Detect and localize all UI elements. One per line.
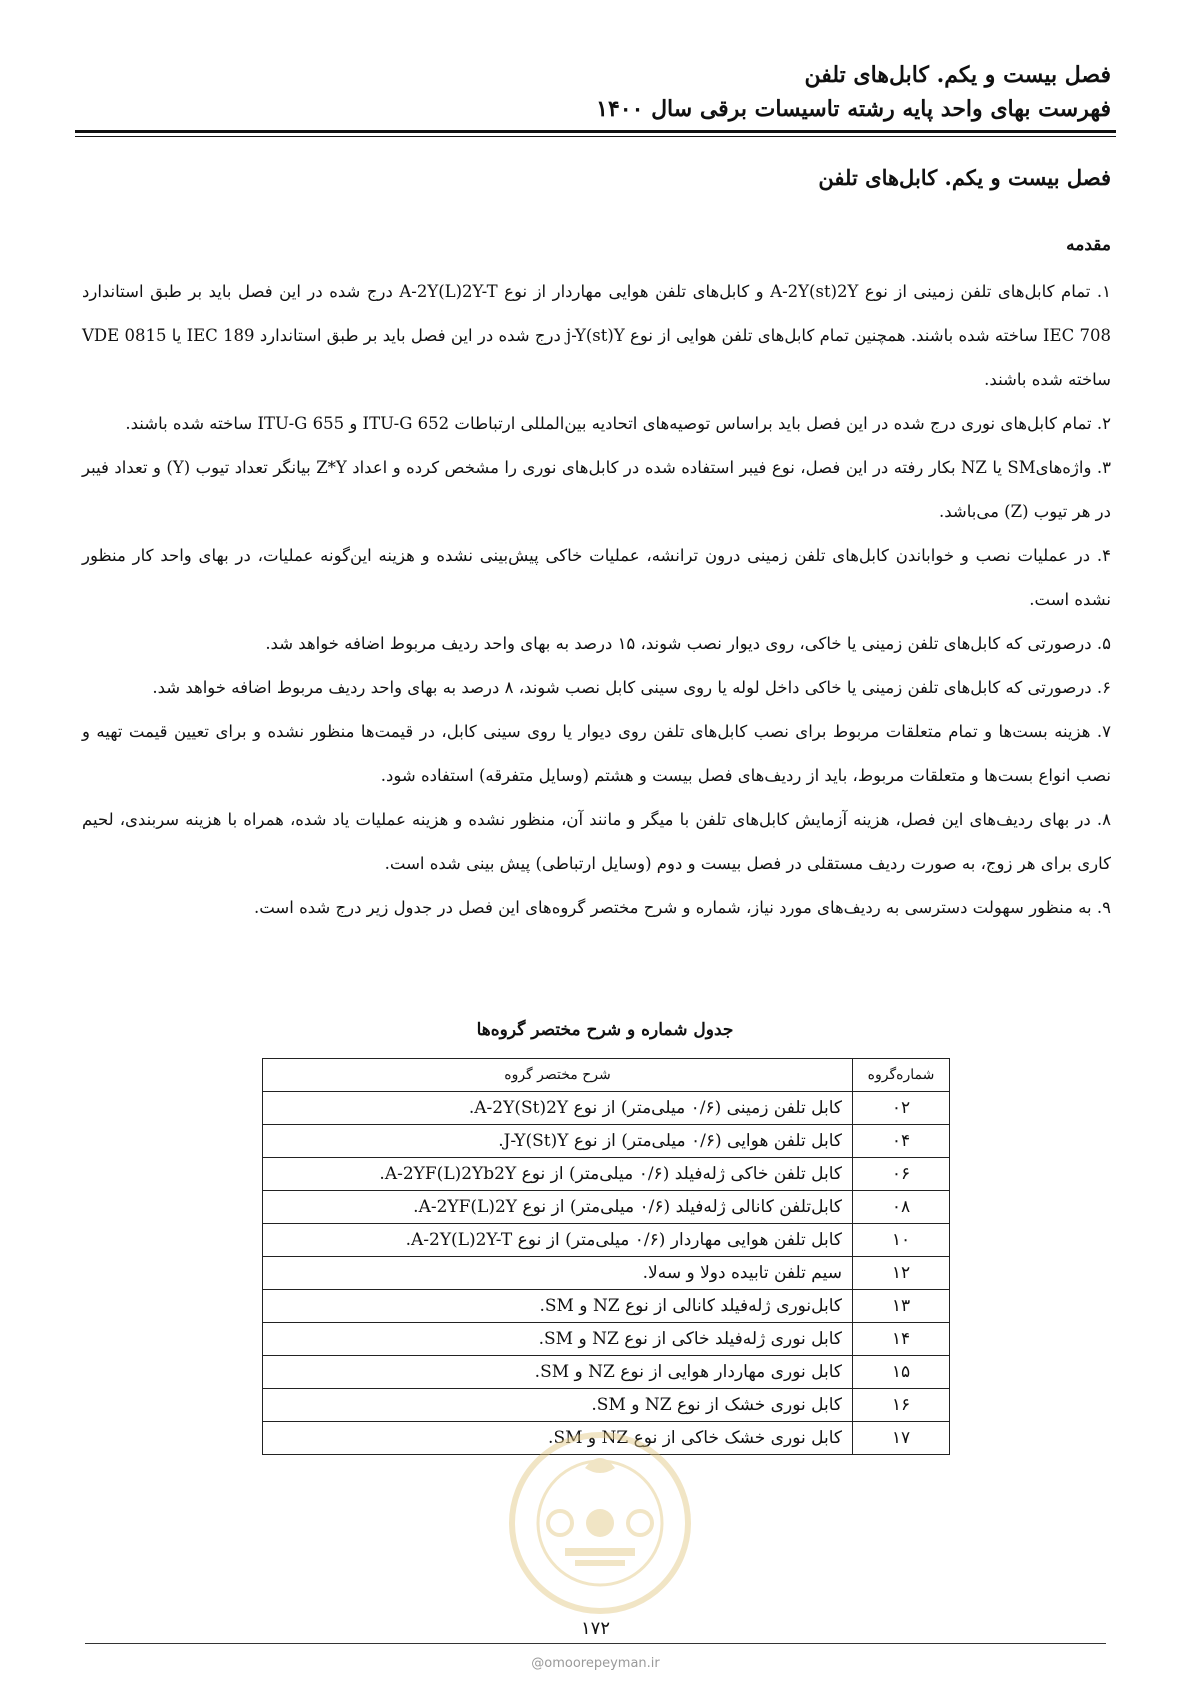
paragraph: ۹. به منظور سهولت دسترسی به ردیف‌های مورد نیاز، شماره و شرح مختصر گروه‌های این فصل در جدول زیر درج شده است. xyxy=(253,898,1111,917)
group-description: کابل تلفن هوایی مهاردار (۰/۶ میلی‌متر) از نوع A-2Y(L)2Y-T. xyxy=(263,1224,853,1257)
column-header-description: شرح مختصر گروه xyxy=(263,1059,853,1092)
header-rule-thick xyxy=(75,130,1116,133)
header-chapter-title: فصل بیست و یکم. کابل‌های تلفن xyxy=(804,62,1111,88)
table-row xyxy=(263,1158,950,1191)
group-description: کابل‌تلفن کانالی ژله‌فیلد (۰/۶ میلی‌متر) از نوع A-2YF(L)2Y. xyxy=(263,1191,853,1224)
page-number: ۱۷۲ xyxy=(580,1618,610,1639)
column-header-group-number: شماره‌گروه xyxy=(853,1059,950,1092)
group-code: ۱۳ xyxy=(853,1290,950,1323)
header-rule-thin xyxy=(75,136,1116,137)
group-description: کابل نوری خشک خاکی از نوع NZ و SM. xyxy=(263,1422,853,1455)
group-code: ۱۶ xyxy=(853,1389,950,1422)
paragraph: ۴. در عملیات نصب و خواباندن کابل‌های تلفن زمینی درون ترانشه، عملیات خاکی پیش‌بینی نشده و هزینه این‌گونه عملیات، در بهای واحد کار منظور نشده است. xyxy=(82,546,1111,609)
paragraph: ۳. واژه‌هایSM یا NZ بکار رفته در این فصل، نوع فیبر استفاده شده در کابل‌های نوری را مشخص کرده و اعداد Z*Y بیانگر تعداد تیوب (Y) و تعداد فیبر در هر تیوب (Z) می‌باشد. xyxy=(82,458,1112,521)
section-title: فصل بیست و یکم. کابل‌های تلفن xyxy=(818,165,1111,190)
paragraph: ۵. درصورتی که کابل‌های تلفن زمینی یا خاکی، روی دیوار نصب شوند، ۱۵ درصد به بهای واحد ردیف مربوط اضافه خواهد شد. xyxy=(265,634,1111,653)
group-description: کابل تلفن خاکی ژله‌فیلد (۰/۶ میلی‌متر) از نوع A-2YF(L)2Yb2Y. xyxy=(263,1158,853,1191)
group-description: کابل تلفن زمینی (۰/۶ میلی‌متر) از نوع A-2Y(St)2Y. xyxy=(263,1092,853,1125)
paragraph: ۶. درصورتی که کابل‌های تلفن زمینی یا خاکی داخل لوله یا روی سینی کابل نصب شوند، ۸ درصد به بهای واحد ردیف مربوط اضافه خواهد شد. xyxy=(152,678,1111,697)
table-caption: جدول شماره و شرح مختصر گروه‌ها xyxy=(476,1020,734,1040)
intro-paragraphs xyxy=(82,270,1111,930)
group-code: ۱۴ xyxy=(853,1323,950,1356)
table-row xyxy=(263,1125,950,1158)
paragraph: ۲. تمام کابل‌های نوری درج شده در این فصل باید براساس توصیه‌های اتحادیه بین‌المللی ارتباطات ITU-G 652 و ITU-G 655 ساخته شده باشند. xyxy=(125,414,1111,433)
table-row xyxy=(263,1191,950,1224)
footer-rule xyxy=(85,1643,1106,1644)
group-description: کابل نوری ژله‌فیلد خاکی از نوع NZ و SM. xyxy=(263,1323,853,1356)
watermark-seal-icon xyxy=(505,1428,695,1618)
page-header xyxy=(596,58,1111,126)
table-row xyxy=(263,1224,950,1257)
group-code: ۰۶ xyxy=(853,1158,950,1191)
group-description: سیم تلفن تابیده دولا و سه‌لا. xyxy=(263,1257,853,1290)
group-description: کابل تلفن هوایی (۰/۶ میلی‌متر) از نوع J-Y(St)Y. xyxy=(263,1125,853,1158)
table-header-row xyxy=(263,1059,950,1092)
intro-heading: مقدمه xyxy=(1066,235,1111,255)
table-row xyxy=(263,1356,950,1389)
table-row xyxy=(263,1257,950,1290)
group-code: ۰۲ xyxy=(853,1092,950,1125)
group-description: کابل نوری خشک از نوع NZ و SM. xyxy=(263,1389,853,1422)
table-row xyxy=(263,1323,950,1356)
group-description: کابل نوری مهاردار هوایی از نوع NZ و SM. xyxy=(263,1356,853,1389)
group-code: ۱۲ xyxy=(853,1257,950,1290)
group-code: ۱۵ xyxy=(853,1356,950,1389)
groups-table xyxy=(262,1058,950,1455)
header-subtitle: فهرست بهای واحد پایه رشته تاسیسات برقی سال ۱۴۰۰ xyxy=(596,96,1111,122)
group-code: ۰۴ xyxy=(853,1125,950,1158)
group-code: ۰۸ xyxy=(853,1191,950,1224)
group-description: کابل‌نوری ژله‌فیلد کانالی از نوع NZ و SM. xyxy=(263,1290,853,1323)
paragraph: ۸. در بهای ردیف‌های این فصل، هزینه آزمایش کابل‌های تلفن با میگر و مانند آن، منظور نشده و هزینه عملیات یاد شده، همراه با هزینه سربندی، لحیم کاری برای هر زوج، به صورت ردیف مستقلی در فصل بیست و دوم (وسایل ارتباطی) پیش بینی شده است. xyxy=(82,810,1111,873)
paragraph: ۷. هزینه بست‌ها و تمام متعلقات مربوط برای نصب کابل‌های تلفن روی دیوار یا روی سینی کابل، در قیمت‌ها منظور نشده و برای تعیین قیمت تهیه و نصب انواع بست‌ها و متعلقات مربوط، باید از ردیف‌های فصل بیست و هشتم (وسایل متفرقه) استفاده شود. xyxy=(82,722,1111,785)
table-row xyxy=(263,1389,950,1422)
table-row xyxy=(263,1290,950,1323)
group-code: ۱۰ xyxy=(853,1224,950,1257)
paragraph: ۱. تمام کابل‌های تلفن زمینی از نوع A-2Y(st)2Y و کابل‌های تلفن هوایی مهاردار از نوع A-2Y(L)2Y-T درج شده در این فصل باید بر طبق استاندارد IEC 708 ساخته شده باشند. همچنین تمام کابل‌های تلفن هوایی از نوع j-Y(st)Y درج شده در این فصل باید بر طبق استاندارد IEC 189 یا VDE 0815 ساخته شده باشند. xyxy=(82,282,1111,389)
footer-watermark-url: @omoorepeyman.ir xyxy=(531,1656,660,1671)
group-code: ۱۷ xyxy=(853,1422,950,1455)
table-row xyxy=(263,1092,950,1125)
